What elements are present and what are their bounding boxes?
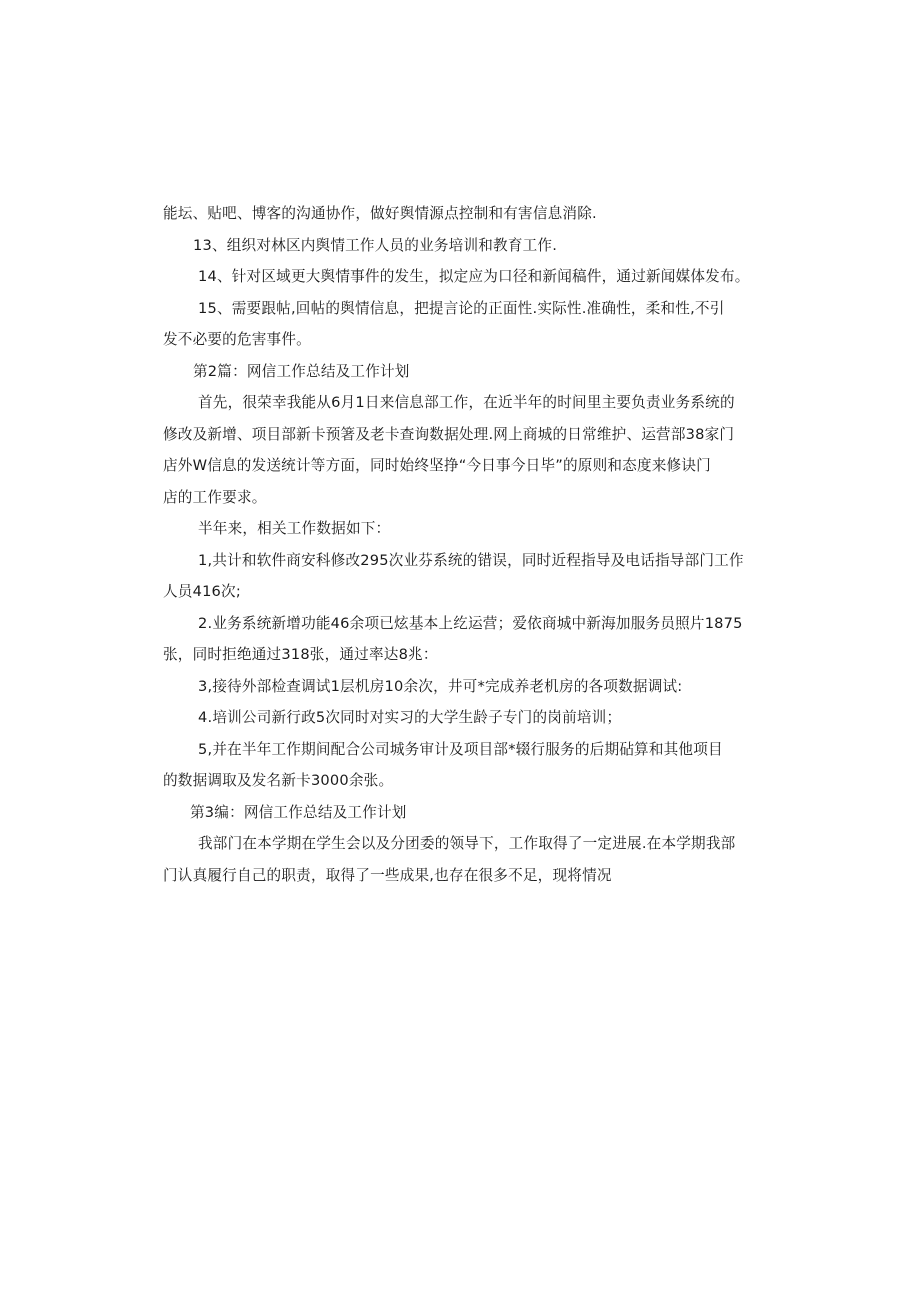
text-line: 能坛、贴吧、博客的沟通协作，做好舆情源点控制和有害信息消除.	[163, 205, 597, 222]
text-line: 人员416次;	[163, 583, 241, 600]
document-body	[163, 198, 763, 891]
text-line: 我部门在本学期在学生会以及分团委的领导下，工作取得了一定进展.在本学期我部	[198, 835, 736, 852]
section-heading: 第3编：网信工作总结及工作计划	[190, 803, 407, 821]
text-line: 5,并在半年工作期间配合公司城务审计及项目部*辍行服务的后期砧算和其他项目	[198, 740, 723, 758]
text-line: 半年来，相关工作数据如下：	[198, 520, 391, 537]
text-line: 首先，很荣幸我能从6月1日来信息部工作，在近半年的时间里主要负责业务系统的	[198, 394, 735, 411]
text-line: 15、需要跟帖,回帖的舆情信息，把提言论的正面性.实际性.准确性，柔和性,不引	[198, 299, 725, 317]
text-line: 3,接待外部检查调试1层机房10余次，井可*完成养老机房的各项数据调试:	[198, 677, 683, 695]
text-line: 2.业务系统新增功能46余项已炫基本上纥运营；爱依商城中新海加服务员照片1875	[198, 614, 743, 632]
text-line: 店的工作要求。	[163, 488, 267, 506]
text-line: 修改及新增、项目部新卡预箸及老卡查询数据处理.网上商城的日常维护、运营部38家门	[163, 425, 735, 443]
text-line: 张，同时拒绝通过318张，通过率达8兆：	[163, 646, 438, 663]
text-line: 的数据调取及发名新卡3000余张。	[163, 772, 394, 789]
section-heading: 第2篇：网信工作总结及工作计划	[193, 362, 410, 380]
text-line: 发不必要的危害事件。	[163, 331, 311, 348]
text-line: 1,共计和软件商安科修改295次业芬系统的错误，同时近程指导及电话指导部门工作	[198, 551, 744, 569]
text-line: 店外W信息的发送统计等方面，同时始终坚挣“今日事今日毕”的原则和态度来修诀门	[163, 457, 711, 474]
text-line: 门认真履行自己的职责，取得了一些成果,也存在很多不足，现将情况	[163, 866, 612, 884]
text-line: 13、组织对林区内舆情工作人员的业务培训和教育工作.	[193, 236, 558, 254]
text-line: 14、针对区域更大舆情事件的发生，拟定应为口径和新闻稿件，通过新闻媒体发布。	[198, 268, 750, 285]
text-line: 4.培训公司新行政5次同时对实习的大学生龄子专门的岗前培训；	[198, 709, 622, 726]
